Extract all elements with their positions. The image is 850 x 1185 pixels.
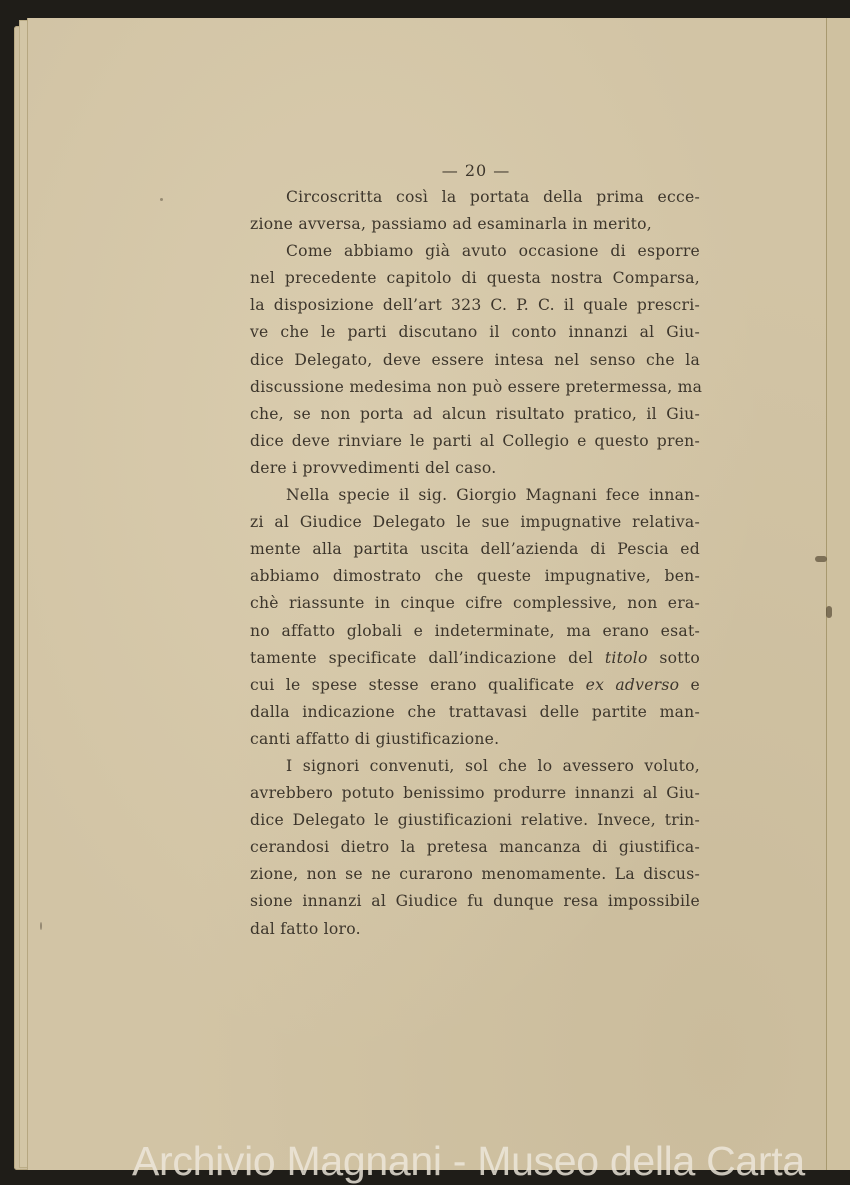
text-line: dice Delegato le giustificazioni relative. Invece, trin- bbox=[250, 811, 700, 830]
text-line: la disposizione dell’art 323 C. P. C. il quale prescri- bbox=[250, 296, 700, 315]
page-number: — 20 — bbox=[441, 161, 511, 180]
text-line: Nella specie il sig. Giorgio Magnani fece innan- bbox=[286, 486, 700, 505]
paper-speck bbox=[40, 922, 42, 930]
text-line: mente alla partita uscita dell’azienda di Pescia ed bbox=[250, 540, 700, 559]
paper-speck bbox=[160, 198, 163, 201]
text-line: cui le spese stesse erano qualificate ex adverso e bbox=[250, 675, 700, 694]
text-line: zione avversa, passiamo ad esaminarla in merito, bbox=[250, 215, 652, 234]
text-line: discussione medesima non può essere pretermessa, ma bbox=[250, 377, 703, 396]
document-body bbox=[250, 158, 703, 943]
text-line: dal fatto loro. bbox=[250, 919, 361, 938]
text-line: avrebbero potuto benissimo produrre innanzi al Giu- bbox=[250, 784, 700, 803]
binding-tear-mark bbox=[826, 606, 832, 618]
text-line: I signori convenuti, sol che lo avessero voluto, bbox=[286, 756, 700, 775]
text-line: ve che le parti discutano il conto innanzi al Giu- bbox=[250, 323, 700, 342]
italic-phrase: ex adverso bbox=[585, 675, 680, 694]
text-line: abbiamo dimostrato che queste impugnative, ben- bbox=[250, 567, 700, 586]
text-line: che, se non porta ad alcun risultato pratico, il Giu- bbox=[250, 404, 700, 423]
next-page-edge bbox=[827, 18, 850, 1170]
archive-watermark: Archivio Magnani - Museo della Carta bbox=[132, 1138, 805, 1184]
text-line: zione, non se ne curarono menomamente. La discus- bbox=[250, 865, 700, 884]
text-line: chè riassunte in cinque cifre complessive, non era- bbox=[250, 594, 700, 613]
text-line: no affatto globali e indeterminate, ma erano esat- bbox=[250, 621, 700, 640]
paragraph-2 bbox=[250, 238, 703, 482]
text-line: sione innanzi al Giudice fu dunque resa impossibile bbox=[250, 892, 700, 911]
text-line: Come abbiamo già avuto occasione di esporre bbox=[286, 242, 700, 261]
text-line: dalla indicazione che trattavasi delle partite man- bbox=[250, 702, 700, 721]
text-line: canti affatto di giustificazione. bbox=[250, 729, 500, 748]
text-line: dere i provvedimenti del caso. bbox=[250, 458, 497, 477]
text-line: cerandosi dietro la pretesa mancanza di giustifica- bbox=[250, 838, 700, 857]
text-line: nel precedente capitolo di questa nostra Comparsa, bbox=[250, 269, 700, 288]
binding-tear-mark bbox=[815, 556, 827, 562]
text-line: zi al Giudice Delegato le sue impugnative relativa- bbox=[250, 513, 700, 532]
italic-phrase: titolo bbox=[604, 648, 648, 667]
text-line: dice Delegato, deve essere intesa nel senso che la bbox=[250, 350, 700, 369]
text-line: Circoscritta così la portata della prima ecce- bbox=[286, 188, 700, 206]
paragraph-1 bbox=[250, 184, 700, 238]
text-line: dice deve rinviare le parti al Collegio e questo pren- bbox=[250, 431, 700, 450]
paragraph-4 bbox=[250, 753, 700, 943]
paragraph-3 bbox=[250, 482, 700, 753]
text-line: tamente specificate dall’indicazione del titolo sotto bbox=[250, 648, 700, 667]
